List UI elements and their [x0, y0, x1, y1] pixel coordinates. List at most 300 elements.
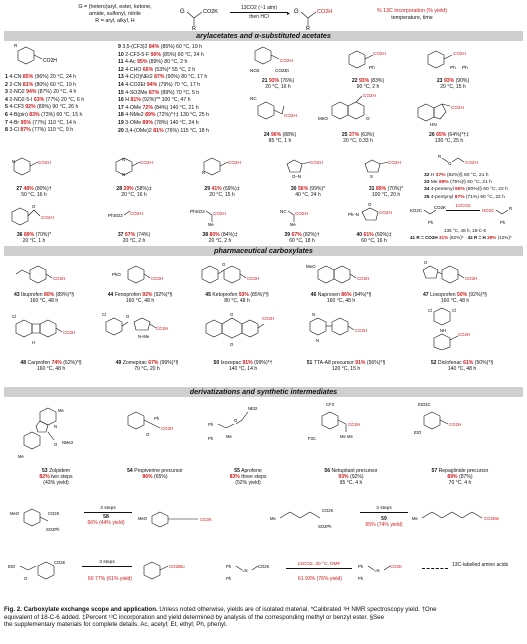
svg-text:NEt2: NEt2 — [248, 406, 258, 411]
yield-value: (90%) — [165, 74, 180, 81]
svg-text:Me: Me — [208, 222, 214, 227]
svg-text:R: R — [509, 206, 513, 211]
compound-number: 24 — [263, 132, 270, 138]
conditions-value: 60 °C, 18 h — [289, 238, 315, 244]
substituent: 4-CF3 — [9, 104, 24, 111]
incorporation-value: 50% — [456, 292, 468, 298]
incorporation-value: 93% — [268, 78, 280, 84]
incorporation-value: 89% — [438, 180, 449, 186]
incorporation-value: 29% — [123, 186, 134, 192]
list-entry — [118, 112, 228, 120]
structure-22 — [345, 43, 395, 77]
structure-23 — [424, 43, 484, 77]
conditions-value: 100 °C, 47 h — [161, 97, 191, 104]
yield-value: (99%)*§ — [159, 360, 179, 366]
yield-value: (70%)* — [35, 232, 52, 238]
svg-text:CO2H: CO2H — [373, 51, 386, 56]
svg-text:N: N — [54, 424, 58, 429]
compound-number: 25 — [341, 132, 348, 138]
list-entry — [5, 112, 135, 120]
svg-text:Cl: Cl — [12, 314, 16, 319]
svg-text:Ph: Ph — [208, 422, 214, 427]
svg-text:MeO: MeO — [318, 116, 328, 121]
incorporation-value: 66% — [142, 66, 154, 73]
svg-text:MeO: MeO — [306, 264, 316, 269]
substituent: 4-CHO — [125, 66, 142, 73]
incorporation-value: 37% — [435, 173, 446, 178]
incorporation-value: 89% — [375, 186, 387, 192]
cap-31 — [356, 186, 416, 198]
svg-text:N: N — [122, 172, 126, 177]
yield-value: (58%)‡ — [135, 186, 152, 192]
svg-text:CO2H: CO2H — [228, 160, 241, 165]
compound-number: 30 — [290, 186, 297, 192]
incorporation-value: 89% — [142, 119, 153, 126]
compound-number: 22 — [351, 78, 358, 84]
cap-56 — [306, 468, 396, 487]
compound-number: 20 — [118, 127, 124, 134]
compound-name: Fenoprofen — [114, 292, 141, 298]
incorporation-value: 84% — [148, 44, 160, 50]
svg-text:O: O — [146, 432, 150, 437]
substituent: 4-B(pin) — [9, 111, 28, 118]
list-entry — [5, 104, 135, 112]
scheme-substrate — [178, 4, 228, 30]
compound-name: Zolpidem — [49, 468, 71, 474]
svg-text:CO2H: CO2H — [280, 58, 293, 63]
structure-39 — [280, 203, 336, 227]
structure-ester-core — [438, 150, 488, 172]
compound-name: Diclofenac — [437, 360, 462, 366]
compound-number: 47 — [422, 292, 429, 298]
cap-52 — [414, 360, 510, 372]
compound-number: 55 — [234, 468, 240, 474]
svg-text:Me: Me — [18, 454, 24, 459]
structure-48 — [10, 310, 90, 350]
cap-55 — [208, 468, 288, 487]
svg-text:R: R — [192, 26, 196, 30]
substituent: 3-Cl — [9, 127, 19, 134]
svg-text:CO2H: CO2H — [355, 328, 368, 333]
svg-text:Ph: Ph — [358, 576, 364, 581]
structure-36 — [8, 200, 64, 230]
list-esters — [424, 172, 527, 201]
substituent: 4-C(O)NEt2 — [125, 74, 153, 81]
svg-text:F3C: F3C — [308, 436, 316, 441]
svg-text:O: O — [234, 418, 238, 423]
svg-text:CO2H: CO2H — [43, 58, 57, 64]
cap-57 — [412, 468, 508, 487]
svg-text:HN: HN — [430, 122, 437, 127]
cap-27 — [4, 186, 64, 198]
incorporation-value: 80% — [44, 292, 55, 298]
svg-text:CO2K: CO2K — [390, 564, 402, 569]
svg-text:NC: NC — [250, 96, 257, 101]
yield-value: (92%)** — [142, 97, 161, 104]
conditions-value: 70 °C, 17 h — [174, 81, 201, 88]
cap-45 — [196, 292, 278, 304]
conditions-value: 95 °C, 4 h — [339, 480, 363, 487]
yield-value: (63%) — [360, 132, 375, 138]
incorporation-value: 87% — [454, 194, 465, 200]
svg-text:EtO: EtO — [414, 430, 422, 435]
conditions-value: 70 °C, 5 h — [176, 89, 200, 96]
yield-value: (72%)*†‡ — [156, 112, 179, 119]
incorporation-value: 83% — [229, 474, 240, 481]
compound-name: Carprofen — [27, 360, 51, 366]
seq61-arrow: 13CO2, 20 °C, DMF — [286, 562, 352, 569]
svg-text:O: O — [32, 204, 36, 209]
incorporation-value: 86% — [341, 292, 352, 298]
svg-text:O: O — [230, 342, 234, 347]
svg-text:CO2K: CO2K — [48, 511, 60, 516]
section-header-pharma: pharmaceutical carboxylates — [4, 246, 523, 256]
conditions-value: 60 °C, 22 h — [480, 194, 505, 200]
seq58-caption: 58 66% (44% yield) — [87, 514, 125, 527]
svg-text:CO2K: CO2K — [54, 560, 66, 565]
structure-28 — [112, 152, 162, 180]
compound-number: 19 — [118, 119, 124, 126]
incorporation-value: 85% — [22, 74, 34, 80]
yield-value: (62%)*§ — [63, 360, 82, 366]
yield-value: (89%) — [160, 89, 175, 96]
conditions-value: 20 °C, 2 h — [208, 238, 232, 244]
incorporation-value: 56% — [297, 186, 309, 192]
svg-text:O: O — [366, 116, 370, 121]
svg-text:Ph: Ph — [500, 220, 506, 225]
svg-text:=N: =N — [242, 568, 248, 573]
svg-text:G: G — [294, 9, 299, 15]
substituent: 3-OMe — [125, 119, 142, 126]
conditions-value: 70 °C, 4 h — [448, 480, 472, 487]
yield-value: (99%)*† — [254, 360, 273, 366]
incorporation-value: 87% — [148, 89, 160, 96]
cap-40 — [344, 232, 404, 244]
conditions-value: 20 °C, 16 h — [121, 192, 147, 198]
cap-30 — [278, 186, 338, 198]
compound-number: 26 — [429, 132, 435, 138]
svg-text:SO2Ph: SO2Ph — [318, 524, 332, 529]
svg-text:Me: Me — [290, 222, 296, 227]
list-entry — [5, 120, 135, 128]
yield-value: (85%)*§ — [250, 292, 269, 298]
substituent: H — [430, 173, 435, 178]
svg-text:CO2H: CO2H — [161, 426, 174, 431]
structure-49 — [100, 308, 186, 350]
substituent: 4-OMe — [125, 104, 142, 111]
svg-text:CO2Me: CO2Me — [484, 516, 500, 521]
svg-text:CO2H: CO2H — [63, 330, 76, 335]
yield-value: (92%) — [350, 474, 364, 481]
structure-61-start — [226, 558, 286, 584]
compound-number: 32 — [424, 173, 430, 178]
yield-value: (94%)*§ — [352, 292, 372, 298]
seq58-arrow: 3 steps — [84, 506, 132, 513]
substituent: Me — [430, 180, 438, 186]
compound-number: 31 — [368, 186, 375, 192]
incorporation-value: 89% — [447, 474, 458, 481]
svg-text:Ph: Ph — [450, 65, 456, 70]
structure-40 — [348, 198, 408, 230]
compound-number: 12 — [118, 66, 124, 73]
list-entry — [118, 120, 228, 128]
structure-54 — [120, 406, 190, 454]
compound-name: Aprofene — [241, 468, 262, 474]
cap-46 — [300, 292, 382, 304]
compound-number: 35 — [424, 194, 430, 200]
list-entry — [424, 179, 527, 186]
compound-number: 38 — [202, 232, 209, 238]
compound-name: Zomepirac — [122, 360, 147, 366]
svg-text:O: O — [126, 314, 130, 319]
svg-text:EtO2C: EtO2C — [418, 402, 431, 407]
seq61-caption: 61 93% (76% yield) — [297, 576, 343, 582]
structure-58-start — [10, 503, 80, 533]
svg-text:MeO: MeO — [138, 516, 148, 521]
yield-value: (87%) — [37, 89, 52, 96]
svg-text:O: O — [54, 442, 58, 447]
compound-name: Naproxen — [317, 292, 340, 298]
incorporation-value: 80% — [209, 232, 220, 238]
compound-name: Ibuprofen — [21, 292, 43, 298]
yield-value: (92%)*§ — [153, 292, 173, 298]
list-entry — [424, 186, 527, 193]
conditions-value: 110 °C, 9 h — [47, 127, 74, 134]
svg-text:Me Me: Me Me — [340, 434, 353, 439]
incorporation-value: 87% — [154, 74, 165, 81]
section-header-deriv: derivatizations and synthetic intermediates — [4, 387, 523, 397]
compound-number: 28 — [116, 186, 123, 192]
svg-text:Me: Me — [270, 516, 276, 521]
list-arylacetates-a — [5, 74, 135, 135]
substituent: 4-Ac — [124, 59, 136, 66]
incorporation-value: 96% — [270, 132, 282, 138]
compound-number: 13 — [118, 74, 124, 81]
structure-26 — [414, 92, 474, 130]
cap-44 — [100, 292, 180, 304]
conditions-value: 20 °C, 2 h — [122, 238, 146, 244]
svg-text:CO2H: CO2H — [388, 160, 401, 165]
svg-text:R: R — [306, 26, 310, 30]
svg-text:NH: NH — [440, 328, 447, 333]
compound-name: Netupitant precursor — [331, 468, 378, 474]
structure-43 — [14, 260, 74, 288]
compound-number: 34 — [424, 187, 430, 193]
compound-number: 18 — [118, 112, 124, 119]
cap-50 — [198, 360, 288, 372]
substituent: 4-NMe2 — [125, 112, 144, 119]
yield-value: (52% yield) — [235, 480, 261, 487]
list-arylacetates-b — [118, 44, 228, 135]
yield-value: (78%) — [154, 119, 169, 126]
svg-text:CO2H: CO2H — [41, 215, 54, 220]
structure-24 — [250, 92, 306, 128]
incorporation-value: 67% — [291, 232, 302, 238]
svg-text:N–Me: N–Me — [138, 334, 150, 339]
conditions-value: 55 °C, 2 h — [171, 66, 196, 73]
yield-value: (83%) — [370, 78, 385, 84]
incorporation-value: 61% — [363, 232, 374, 238]
svg-text:Ph: Ph — [208, 436, 214, 441]
svg-text:HO2C: HO2C — [482, 208, 495, 213]
structure-59-product — [412, 500, 522, 530]
compound-number: 52 — [430, 360, 437, 366]
svg-text:CO2H: CO2H — [465, 160, 478, 165]
svg-text:N: N — [12, 159, 16, 164]
conditions-value: 140 °C, 21 h — [169, 104, 199, 111]
conditions-value: 110 °C, 14 h — [47, 119, 77, 126]
conditions-value: 60 °C, 16 h — [361, 238, 387, 244]
list-entry — [118, 97, 228, 105]
list-entry — [424, 172, 527, 179]
compound-name: Propiverine precursor — [134, 468, 183, 474]
svg-text:H: H — [32, 340, 36, 345]
svg-text:O: O — [230, 312, 234, 317]
structure-41-product — [482, 200, 524, 228]
cap-36 — [4, 232, 64, 244]
svg-text:CO2H: CO2H — [151, 276, 164, 281]
conditions-value: 160 °C, 48 h — [440, 298, 470, 304]
svg-text:CO2H: CO2H — [465, 276, 478, 281]
substituent: 4-CN — [9, 74, 22, 80]
decarb-results: 41 R = CO2H 31% (82%)* · 42 R = H 39% (12%)* — [410, 235, 512, 240]
seq59-caption: 59 65% (74% yield) — [365, 516, 403, 529]
conditions-value: 90 °C, 2 h — [356, 84, 380, 90]
decarb-conditions: 135 °C, 48 h, 18-C-6 — [443, 228, 487, 233]
list-entry — [5, 82, 135, 90]
structure-55 — [208, 402, 288, 452]
yield-value: (64%)*†‡ — [447, 132, 469, 138]
svg-text:S: S — [370, 174, 373, 179]
steps-value: three steps — [241, 474, 267, 481]
compound-number: 3 — [5, 89, 8, 96]
svg-text:O: O — [222, 262, 226, 267]
compound-number: 16 — [118, 97, 124, 104]
conditions-value: 90 °C, 26 h — [52, 104, 79, 111]
structure-27 — [10, 152, 60, 180]
svg-text:Cl: Cl — [452, 308, 456, 313]
svg-text:PhSO2: PhSO2 — [108, 213, 123, 218]
structure-52 — [420, 304, 500, 350]
yield-value: (70%)* — [387, 186, 404, 192]
incorporation-value: 81% — [153, 127, 164, 134]
svg-text:SO2Ph: SO2Ph — [46, 527, 60, 532]
compound-number: 40 — [356, 232, 363, 238]
compound-number: 33 — [424, 180, 430, 186]
svg-text:PhO: PhO — [112, 272, 121, 277]
arylacetate-core-structure — [14, 43, 64, 71]
incorporation-value: 63% — [33, 96, 45, 103]
list-entry — [5, 127, 135, 135]
incorporation-value: 41% — [211, 186, 222, 192]
incorporation-value: 82% — [39, 474, 50, 481]
scheme-product — [292, 4, 342, 30]
compound-number: 21 — [261, 78, 268, 84]
incorporation-value: 93% — [338, 474, 349, 481]
yield-value: (96%) — [34, 74, 49, 80]
compound-number: 50 — [213, 360, 220, 366]
svg-text:N: N — [122, 157, 126, 162]
yield-value: (92%)*§ — [468, 292, 488, 298]
svg-text:CO2H: CO2H — [458, 332, 471, 337]
svg-text:CO2H: CO2H — [453, 51, 466, 56]
compound-number: 37 — [117, 232, 124, 238]
seq59-arrow: 3 steps — [360, 506, 408, 513]
svg-text:CO2H: CO2H — [213, 211, 226, 216]
conditions-value: 20 °C, 6 h — [61, 96, 85, 103]
conditions-value: 20 °C, 0.33 h — [343, 138, 373, 144]
yield-value: (74%) — [136, 232, 151, 238]
conditions-value: 115 °C, 18 h — [180, 127, 209, 134]
compound-number: 9 — [118, 44, 121, 50]
conditions-value: 60 °C, 19 h — [176, 44, 203, 50]
yield-value: (50%)*§ — [474, 360, 494, 366]
substituent: 4-CO2Et — [125, 81, 146, 88]
seq60-arrow: 3 steps — [82, 560, 132, 567]
structure-58-product — [138, 508, 238, 528]
svg-text:G: G — [180, 9, 185, 15]
incorporation-value: 67% — [124, 232, 136, 238]
yield-value: (88%) — [282, 132, 297, 138]
structure-47 — [420, 258, 490, 288]
substituent: 3,4-(OMe)2 — [125, 127, 152, 134]
svg-text:CO2H: CO2H — [262, 316, 275, 321]
list-entry — [118, 74, 228, 82]
incorporation-value: 90% — [150, 51, 161, 58]
structure-37 — [108, 205, 164, 225]
list-entry — [118, 67, 228, 75]
incorporation-value: 95% — [137, 59, 148, 66]
structure-38 — [190, 203, 250, 227]
list-entry — [118, 128, 228, 136]
cap-26 — [418, 132, 480, 144]
svg-text:Cl: Cl — [428, 308, 432, 313]
compound-number: 46 — [310, 292, 317, 298]
yield-value: (73%) — [41, 111, 55, 118]
compound-name: Repaglinide precursor — [438, 468, 489, 474]
substituent: 4-pentenyl — [430, 187, 454, 193]
yield-value: (82%)† — [303, 232, 320, 238]
compound-number: 2 — [5, 81, 8, 88]
structure-51 — [306, 308, 386, 348]
svg-text:R: R — [14, 43, 18, 48]
substituent: 4-Br — [9, 119, 20, 126]
structure-44 — [112, 260, 172, 288]
list-entry — [118, 105, 228, 113]
svg-text:Ph: Ph — [358, 564, 364, 569]
svg-text:CO2Et: CO2Et — [275, 68, 289, 73]
conditions-value: 160 °C, 48 h — [326, 298, 356, 304]
svg-text:Me: Me — [58, 408, 64, 413]
svg-text:N: N — [312, 312, 316, 317]
svg-text:EtO: EtO — [8, 564, 16, 569]
compound-number: 1 — [5, 74, 8, 80]
cap-39 — [272, 232, 332, 244]
compound-number: 29 — [204, 186, 211, 192]
structure-25 — [318, 90, 400, 130]
list-entry — [118, 90, 228, 98]
yield-value: (60%)‡ — [375, 232, 392, 238]
compound-number: 45 — [205, 292, 211, 298]
conditions-value: 50 °C, 16 h — [21, 192, 47, 198]
incorporation-value: 81% — [130, 97, 141, 104]
structure-60-product — [140, 556, 220, 586]
conditions-value: 20 °C, 15 h — [440, 84, 466, 90]
cap-49 — [102, 360, 192, 372]
compound-number: 5 — [5, 104, 8, 111]
conditions-value: 20 °C, 1 h — [22, 238, 46, 244]
conditions-value: 20 °C, 16 h — [265, 84, 291, 90]
